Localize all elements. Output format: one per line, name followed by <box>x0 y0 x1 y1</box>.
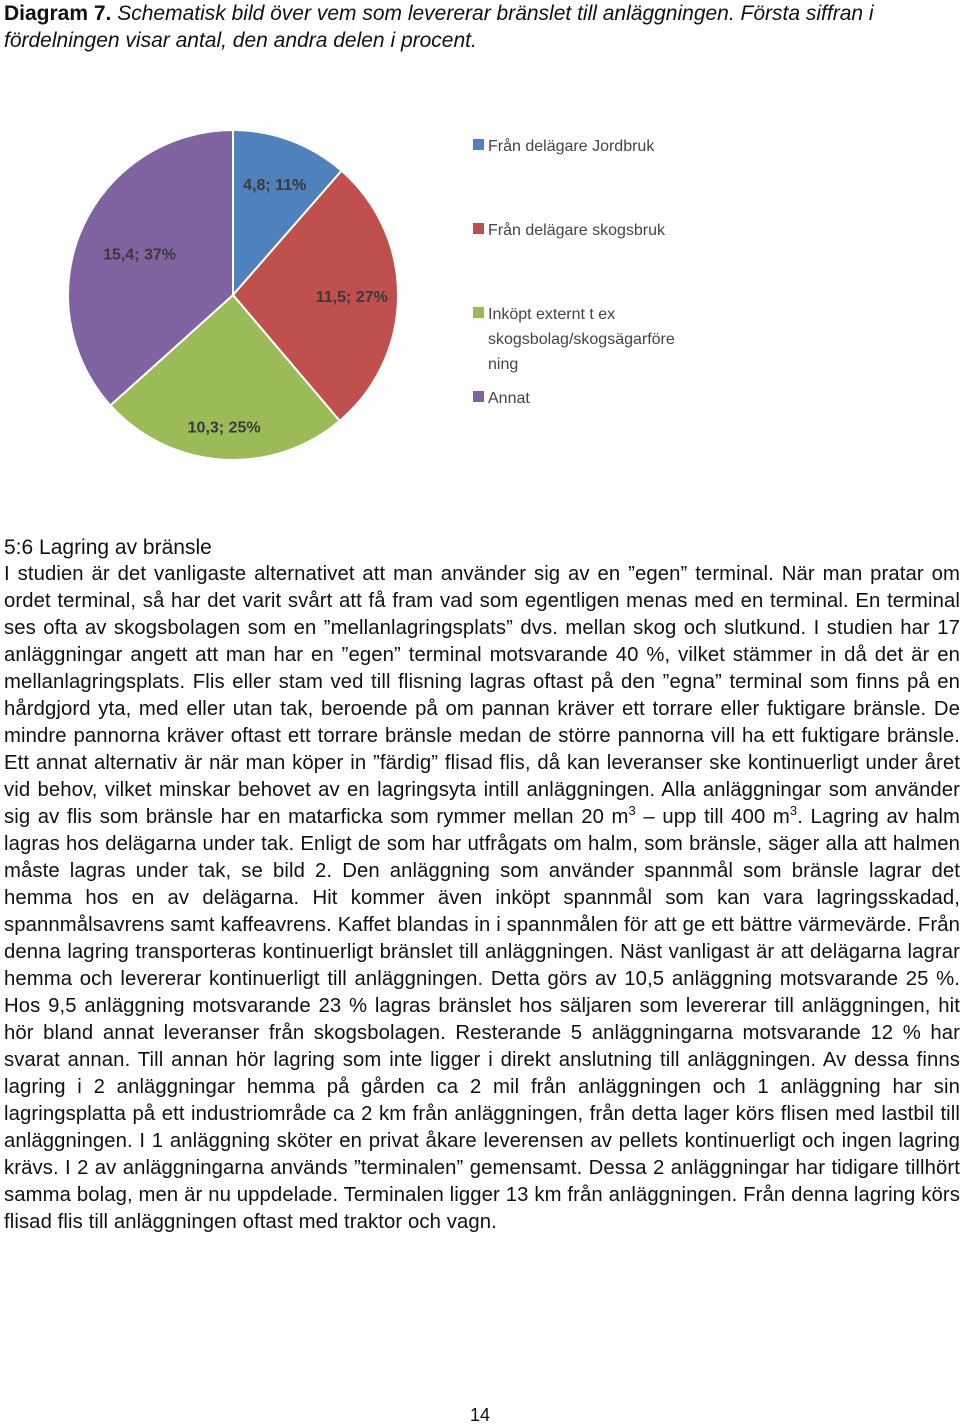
section-body: I studien är det vanligaste alternativet att man använder sig av en ”egen” terminal. När man pratar om ordet terminal, så har det varit svårt att få fram vad som egentligen menas med en terminal. En terminal ses ofta av skogsbolagen som en ”mellanlagringsplats” dvs. mellan skog och slutkund. I studien har 17 anläggningar angett att man har en ”egen” terminal motsvarande 40 %, vilket stämmer in då det är en mellanlagringsplats. Flis eller stam ved till flisning lagras oftast på den ”egna” terminal som finns på en hårdgjord yta, med eller utan tak, beroende på om pannan kräver ett torrare eller fuktigare bränsle. De mindre pannorna kräver oftast ett torrare bränsle medan de större pannorna vill ha ett fuktigare bränsle. Ett annat alternativ är när man köper in ”färdig” flisad flis, då kan leveranser ske kontinuerligt under året vid behov, vilket minskar behovet av en lagringsyta intill anläggningen. Alla anläggningar som använder sig av flis som bränsle har en matarficka som rymmer mellan 20 $m^3$ – upp till 400 $m^3$. Lagring av halm lagras hos delägarna under tak. Enligt de som har utfrågats om halm, som bränsle, säger alla att halmen måste lagras under tak, se bild 2. Den anläggning som använder spannmål som bränsle lagrar det hemma hos en av delägarna. Hit kommer även inköpt spannmål som kan vara lagringsskadad, spannmålsavrens samt kaffeavrens. Kaffet blandas in i spannmålen för att ge ett bättre värmevärde. Från denna lagring transporteras kontinuerligt bränslet till anläggningen. Näst vanligast är att delägarna lagrar hemma och levererar kontinuerligt till anläggningen. Detta görs av 10,5 anläggning motsvarande 25 %. Hos 9,5 anläggning motsvarande 23 % lagras bränslet hos säljaren som levererar till anläggningen, hit hör bland annat leveranser från skogsbolagen. Resterande 5 anläggningarna motsvarande 12 % har svarat annan. Till annan hör lagring som inte ligger i direkt anslutning till anläggningen. Av dessa finns lagring i 2 anläggningar hemma på gården ca 2 mil från anläggningen och 1 anläggning har sin lagringsplatta på ett industriområde ca 2 km från anläggningen, från detta lager körs flisen med lastbil till anläggningen. I 1 anläggning sköter en privat åkare leverensen av pellets kontinuerligt och ingen lagring krävs. I 2 av anläggningarna används ”terminalen” gemensamt. Dessa 2 anläggningar har tidigare tillhört samma bolag, men är nu uppdelade. Terminalen ligger 13 km från anläggningen. Från denna lagring körs flisad flis till anläggningen oftast med traktor och vagn. <box>4 563 960 1233</box>
legend-swatch-1 <box>473 139 484 150</box>
legend-label-1: Från delägare Jordbruk <box>488 138 655 155</box>
legend-item-4 <box>473 390 530 407</box>
legend-label-3: Inköpt externt t ex skogsbolag/skogsägarföre ning <box>488 306 675 373</box>
pie-label-4: 15,4; 37% <box>103 246 177 264</box>
diagram-caption <box>4 0 956 54</box>
legend-label-4: Annat <box>488 390 530 407</box>
chart-legend <box>473 137 675 407</box>
pie-label-2: 11,5; 27% <box>315 288 388 306</box>
pie-label-3: 10,3; 25% <box>187 419 261 437</box>
legend-item-1 <box>473 137 655 155</box>
caption-text: Schematisk bild över vem som levererar bränslet till anläggningen. Första siffran i fördelningen visar antal, den andra delen i procent. <box>4 2 874 52</box>
section-lagring <box>4 534 960 1236</box>
caption-label: Diagram 7. <box>4 2 112 25</box>
legend-swatch-4 <box>473 391 484 402</box>
legend-label-2: Från delägare skogsbruk <box>488 222 665 239</box>
pie-label-1: 4,8; 11% <box>243 176 307 194</box>
legend-swatch-3 <box>473 307 484 318</box>
legend-item-3 <box>473 306 675 373</box>
section-heading: 5:6 Lagring av bränsle <box>4 536 212 559</box>
legend-item-2 <box>473 221 666 239</box>
pie-chart <box>50 110 740 480</box>
legend-swatch-2 <box>473 223 484 234</box>
page-number: 14 <box>469 1405 491 1425</box>
